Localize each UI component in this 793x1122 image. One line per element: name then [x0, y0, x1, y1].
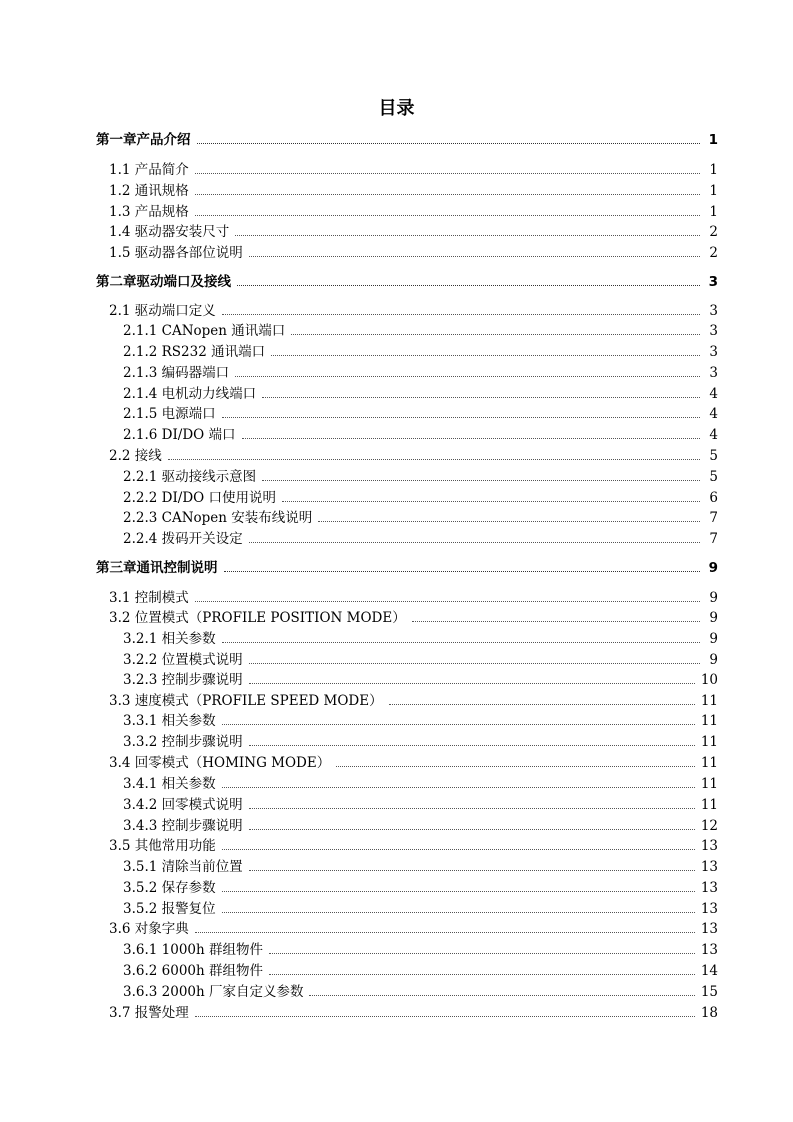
toc-entry-label: 3.3.1 相关参数 [123, 713, 216, 729]
toc-entry[interactable] [123, 509, 718, 527]
toc-entry[interactable] [123, 630, 718, 648]
toc-entry[interactable] [123, 343, 718, 361]
toc-page-number: 2 [709, 224, 718, 240]
toc-entry-label: 2.1.3 编码器端口 [123, 365, 230, 381]
toc-entry-label: 2.1.4 电机动力线端口 [123, 386, 257, 402]
toc-entry-label: 第二章驱动端口及接线 [96, 274, 231, 290]
toc-leader-dots [222, 890, 695, 892]
toc-entry-label: 3.2.3 控制步骤说明 [123, 672, 243, 688]
toc-page-number: 1 [709, 204, 718, 220]
toc-leader-dots [318, 520, 700, 522]
toc-leader-dots [282, 500, 700, 502]
toc-entry-label: 3.2 位置模式（PROFILE POSITION MODE） [109, 610, 406, 626]
toc-leader-dots [249, 541, 700, 543]
toc-leader-dots [262, 396, 700, 398]
toc-entry-label: 1.2 通讯规格 [109, 183, 189, 199]
toc-entry-label: 2.1.5 电源端口 [123, 406, 216, 422]
toc-entry-label: 2.2.3 CANopen 安装布线说明 [123, 510, 313, 526]
toc-leader-dots [412, 620, 700, 622]
toc-page-number: 10 [700, 672, 718, 688]
toc-leader-dots [197, 142, 701, 144]
toc-leader-dots [235, 234, 700, 236]
toc-leader-dots [242, 437, 700, 439]
toc-leader-dots [195, 214, 700, 216]
toc-entry[interactable] [123, 900, 718, 918]
toc-page-number: 13 [700, 880, 718, 896]
toc-leader-dots [389, 703, 695, 705]
toc-entry[interactable] [123, 671, 718, 689]
toc-entry[interactable] [109, 182, 718, 200]
toc-entry[interactable] [109, 754, 718, 772]
toc-page-number: 13 [700, 942, 718, 958]
toc-leader-dots [168, 458, 700, 460]
toc-page-number: 11 [700, 693, 718, 709]
toc-entry-label: 1.5 驱动器各部位说明 [109, 245, 243, 261]
toc-entry[interactable] [109, 589, 718, 607]
toc-page-number: 5 [709, 448, 718, 464]
toc-entry[interactable] [109, 161, 718, 179]
toc-entry-label: 3.2.1 相关参数 [123, 631, 216, 647]
toc-entry-label: 第一章产品介绍 [96, 132, 191, 148]
toc-entry-label: 1.4 驱动器安装尺寸 [109, 224, 230, 240]
toc-leader-dots [195, 931, 695, 933]
toc-leader-dots [222, 723, 695, 725]
toc-entry[interactable] [109, 692, 718, 710]
toc-entry-label: 3.4.1 相关参数 [123, 776, 216, 792]
toc-entry-label: 3.3.2 控制步骤说明 [123, 734, 243, 750]
toc-leader-dots [222, 641, 700, 643]
toc-page-number: 6 [709, 490, 718, 506]
toc-leader-dots [249, 869, 695, 871]
toc-leader-dots [222, 416, 700, 418]
toc-leader-dots [222, 313, 700, 315]
toc-entry-label: 2.1.1 CANopen 通讯端口 [123, 323, 286, 339]
toc-leader-dots [309, 994, 694, 996]
toc-leader-dots [224, 570, 701, 572]
toc-entry[interactable] [123, 468, 718, 486]
toc-entry[interactable] [109, 447, 718, 465]
toc-entry[interactable] [109, 837, 718, 855]
toc-entry-label: 3.5.2 保存参数 [123, 880, 216, 896]
toc-page-number: 4 [709, 406, 718, 422]
toc-entry[interactable] [109, 1004, 718, 1022]
toc-leader-dots [195, 172, 700, 174]
toc-entry-label: 3.4.3 控制步骤说明 [123, 818, 243, 834]
toc-page-number: 18 [700, 1005, 718, 1021]
toc-leader-dots [195, 193, 700, 195]
toc-entry-label: 3.6.2 6000h 群组物件 [123, 963, 263, 979]
toc-page-number: 9 [709, 590, 718, 606]
toc-page-number: 1 [708, 132, 718, 148]
toc-page-number: 14 [700, 963, 718, 979]
toc-entry-label: 2.2.4 拨码开关设定 [123, 531, 243, 547]
toc-entry[interactable] [123, 983, 718, 1001]
toc-page-number: 9 [709, 610, 718, 626]
toc-page-number: 12 [700, 818, 718, 834]
toc-chapter-entry[interactable] [96, 131, 718, 149]
toc-entry[interactable] [123, 817, 718, 835]
toc-page-number: 4 [709, 427, 718, 443]
toc-leader-dots [249, 255, 700, 257]
toc-entry-label: 2.1.2 RS232 通讯端口 [123, 344, 266, 360]
toc-entry[interactable] [123, 858, 718, 876]
toc-entry-label: 3.2.2 位置模式说明 [123, 652, 243, 668]
toc-page-number: 11 [700, 797, 718, 813]
toc-entry-label: 3.4.2 回零模式说明 [123, 797, 243, 813]
toc-page-number: 3 [709, 344, 718, 360]
toc-entry[interactable] [123, 405, 718, 423]
toc-entry[interactable] [123, 733, 718, 751]
toc-entry-label: 3.5.2 报警复位 [123, 901, 216, 917]
toc-page-number: 13 [700, 901, 718, 917]
toc-entry-label: 3.4 回零模式（HOMING MODE） [109, 755, 331, 771]
toc-leader-dots [222, 848, 695, 850]
toc-entry-label: 3.5 其他常用功能 [109, 838, 216, 854]
toc-leader-dots [249, 744, 695, 746]
toc-entry[interactable] [109, 244, 718, 262]
toc-page-number: 13 [700, 921, 718, 937]
toc-entry[interactable] [123, 941, 718, 959]
toc-entry[interactable] [123, 426, 718, 444]
toc-page-number: 2 [709, 245, 718, 261]
toc-page-number: 3 [709, 323, 718, 339]
toc-page-number: 11 [700, 713, 718, 729]
toc-leader-dots [222, 911, 695, 913]
toc-page-number: 3 [709, 365, 718, 381]
toc-page-number: 13 [700, 859, 718, 875]
toc-entry-label: 1.3 产品规格 [109, 204, 189, 220]
toc-chapter-entry[interactable] [96, 273, 718, 291]
toc-page-number: 9 [709, 631, 718, 647]
toc-page-number: 3 [709, 303, 718, 319]
toc-entry[interactable] [109, 920, 718, 938]
toc-entry[interactable] [123, 530, 718, 548]
toc-entry[interactable] [123, 796, 718, 814]
toc-leader-dots [262, 479, 700, 481]
toc-entry[interactable] [123, 385, 718, 403]
toc-entry[interactable] [123, 712, 718, 730]
toc-entry-label: 3.5.1 清除当前位置 [123, 859, 243, 875]
toc-entry-label: 2.1 驱动端口定义 [109, 303, 216, 319]
toc-entry[interactable] [123, 489, 718, 507]
toc-leader-dots [291, 333, 700, 335]
toc-entry[interactable] [109, 203, 718, 221]
toc-leader-dots [336, 765, 695, 767]
toc-page-number: 13 [700, 838, 718, 854]
toc-leader-dots [249, 682, 695, 684]
toc-page-number: 5 [709, 469, 718, 485]
toc-entry-label: 2.2 接线 [109, 448, 162, 464]
page-title: 目录 [378, 98, 415, 119]
toc-leader-dots [235, 375, 700, 377]
toc-entry-label: 3.6.1 1000h 群组物件 [123, 942, 263, 958]
toc-leader-dots [195, 600, 700, 602]
toc-leader-dots [249, 828, 695, 830]
toc-page-number: 11 [700, 734, 718, 750]
toc-page-number: 11 [700, 776, 718, 792]
toc-entry-label: 3.3 速度模式（PROFILE SPEED MODE） [109, 693, 383, 709]
toc-entry-label: 2.2.2 DI/DO 口使用说明 [123, 490, 277, 506]
toc-entry[interactable] [123, 651, 718, 669]
toc-entry[interactable] [123, 775, 718, 793]
toc-page-number: 7 [709, 510, 718, 526]
toc-entry-label: 3.7 报警处理 [109, 1005, 189, 1021]
toc-entry-label: 3.1 控制模式 [109, 590, 189, 606]
toc-leader-dots [249, 807, 695, 809]
toc-entry[interactable] [109, 223, 718, 241]
toc-page-number: 9 [709, 652, 718, 668]
toc-leader-dots [269, 973, 695, 975]
toc-entry[interactable] [123, 879, 718, 897]
toc-entry-label: 1.1 产品简介 [109, 162, 189, 178]
toc-page-number: 3 [708, 274, 718, 290]
toc-chapter-entry[interactable] [96, 559, 718, 577]
toc-leader-dots [249, 662, 700, 664]
toc-leader-dots [222, 786, 695, 788]
toc-leader-dots [195, 1015, 695, 1017]
toc-entry[interactable] [123, 364, 718, 382]
toc-entry[interactable] [109, 609, 718, 627]
toc-entry-label: 3.6.3 2000h 厂家自定义参数 [123, 984, 304, 1000]
toc-entry-label: 3.6 对象字典 [109, 921, 189, 937]
toc-page-number: 9 [708, 560, 718, 576]
toc-entry[interactable] [123, 322, 718, 340]
toc-entry-label: 2.2.1 驱动接线示意图 [123, 469, 257, 485]
toc-page-number: 15 [700, 984, 718, 1000]
toc-leader-dots [271, 354, 700, 356]
toc-leader-dots [269, 952, 695, 954]
toc-page-number: 11 [700, 755, 718, 771]
toc-page-number: 7 [709, 531, 718, 547]
toc-entry-label: 第三章通讯控制说明 [96, 560, 218, 576]
toc-entry[interactable] [109, 302, 718, 320]
toc-leader-dots [237, 284, 700, 286]
toc-page-number: 1 [709, 162, 718, 178]
toc-entry-label: 2.1.6 DI/DO 端口 [123, 427, 236, 443]
toc-page-number: 1 [709, 183, 718, 199]
toc-entry[interactable] [123, 962, 718, 980]
toc-page-number: 4 [709, 386, 718, 402]
